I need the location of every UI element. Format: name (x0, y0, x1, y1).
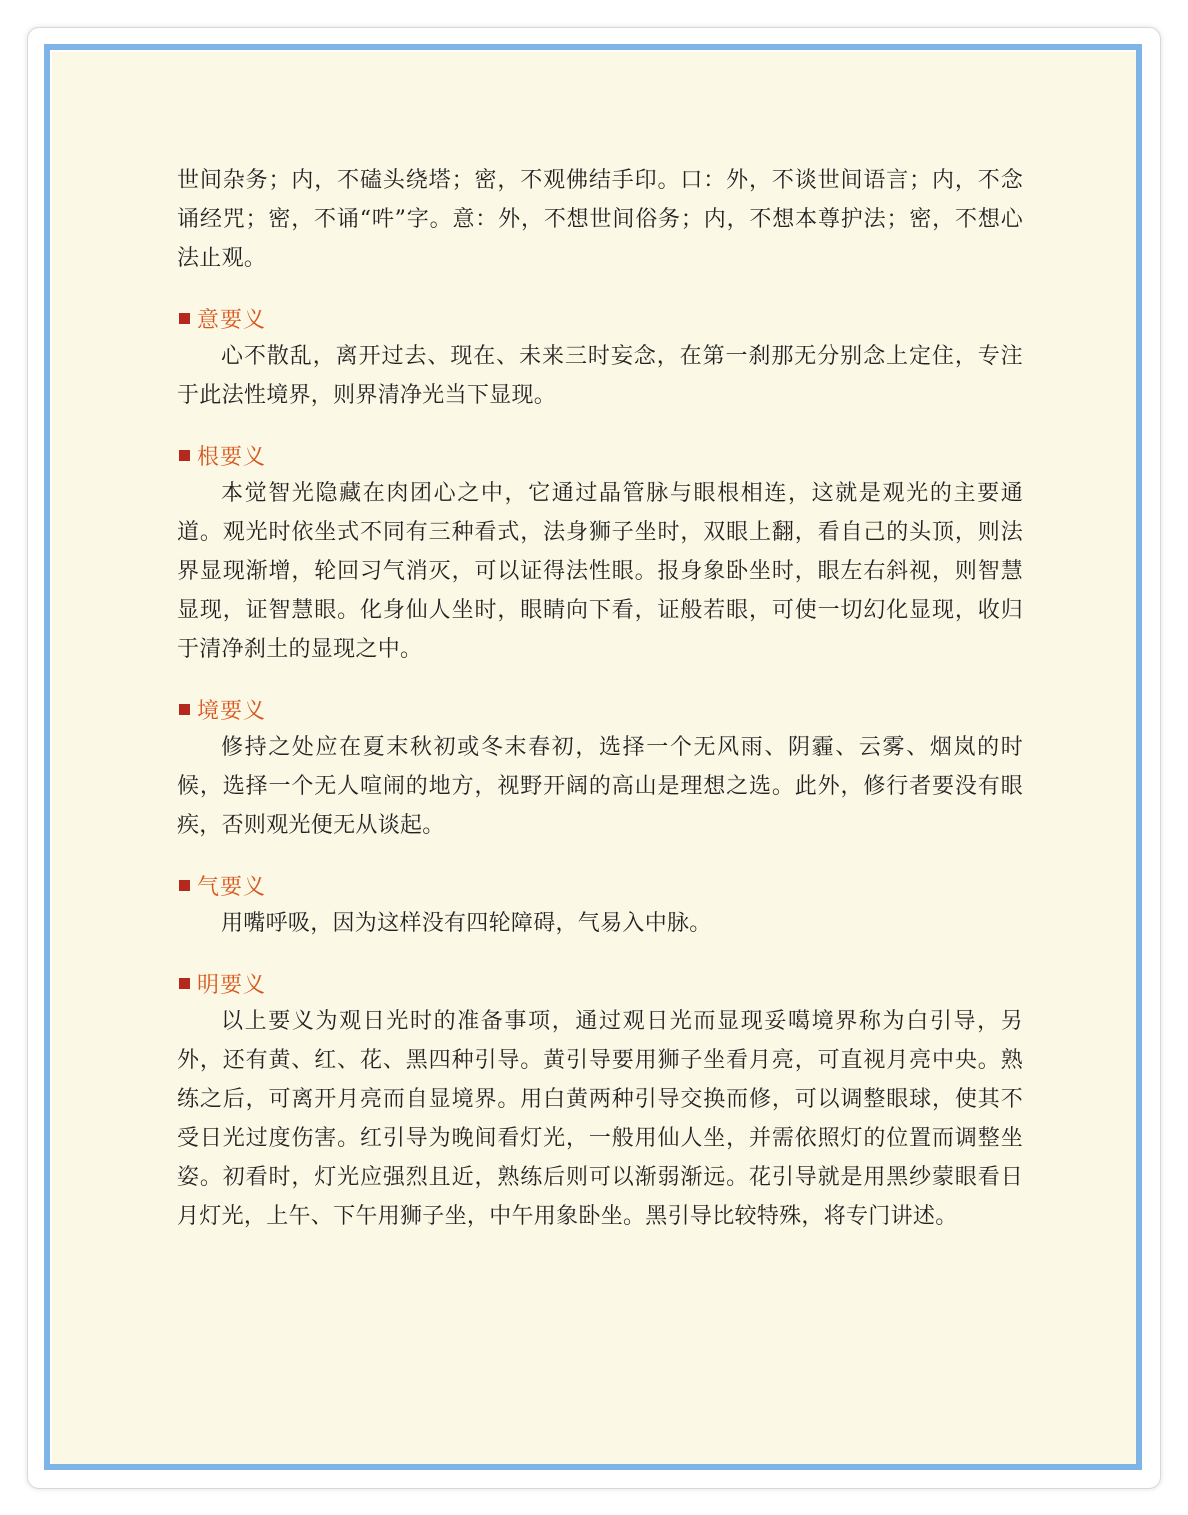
section-body: 本觉智光隐藏在肉团心之中，它通过晶管脉与眼根相连，这就是观光的主要通道。观光时依坐式不同有三种看式，法身狮子坐时，双眼上翻，看自己的头顶，则法界显现渐增，轮回习气消灭，可以证得法性眼。报身象卧坐时，眼左右斜视，则智慧显现，证智慧眼。化身仙人坐时，眼睛向下看，证般若眼，可使一切幻化显现，收归于清净刹土的显现之中。 (177, 481, 1023, 662)
square-bullet-icon (179, 978, 190, 989)
square-bullet-icon (179, 704, 190, 715)
section-body: 修持之处应在夏末秋初或冬末春初，选择一个无风雨、阴霾、云雾、烟岚的时候，选择一个无人喧闹的地方，视野开阔的高山是理想之选。此外，修行者要没有眼疾，否则观光便无从谈起。 (177, 735, 1023, 838)
section-body: 心不散乱，离开过去、现在、未来三时妄念，在第一刹那无分别念上定住，专注于此法性境界，则界清净光当下显现。 (177, 344, 1023, 408)
square-bullet-icon (179, 450, 190, 461)
section-title: 气要义 (197, 874, 267, 900)
section-heading-gen (177, 438, 1023, 472)
section-body: 以上要义为观日光时的准备事项，通过观日光而显现妥噶境界称为白引导，另外，还有黄、红、花、黑四种引导。黄引导要用狮子坐看月亮，可直视月亮中央。熟练之后，可离开月亮而自显境界。用白黄两种引导交换而修，可以调整眼球，使其不受日光过度伤害。红引导为晚间看灯光，一般用仙人坐，并需依照灯的位置而调整坐姿。初看时，灯光应强烈且近，熟练后则可以渐弱渐远。花引导就是用黑纱蒙眼看日月灯光，上午、下午用狮子坐，中午用象卧坐。黑引导比较特殊，将专门讲述。 (177, 1009, 1023, 1229)
section-title: 根要义 (197, 444, 267, 470)
section-title: 境要义 (197, 698, 267, 724)
section-title: 意要义 (197, 307, 267, 333)
square-bullet-icon (179, 880, 190, 891)
page-content (177, 161, 1023, 1236)
section-title: 明要义 (197, 972, 267, 998)
section-heading-yi (177, 301, 1023, 335)
intro-paragraph: 世间杂务；内，不磕头绕塔；密，不观佛结手印。口：外，不谈世间语言；内，不念诵经咒；密，不诵“吽”字。意：外，不想世间俗务；内，不想本尊护法；密，不想心法止观。 (177, 168, 1023, 271)
square-bullet-icon (179, 313, 190, 324)
section-heading-jing (177, 692, 1023, 726)
section-heading-qi (177, 868, 1023, 902)
section-heading-ming (177, 966, 1023, 1000)
section-body: 用嘴呼吸，因为这样没有四轮障碍，气易入中脉。 (221, 911, 712, 936)
